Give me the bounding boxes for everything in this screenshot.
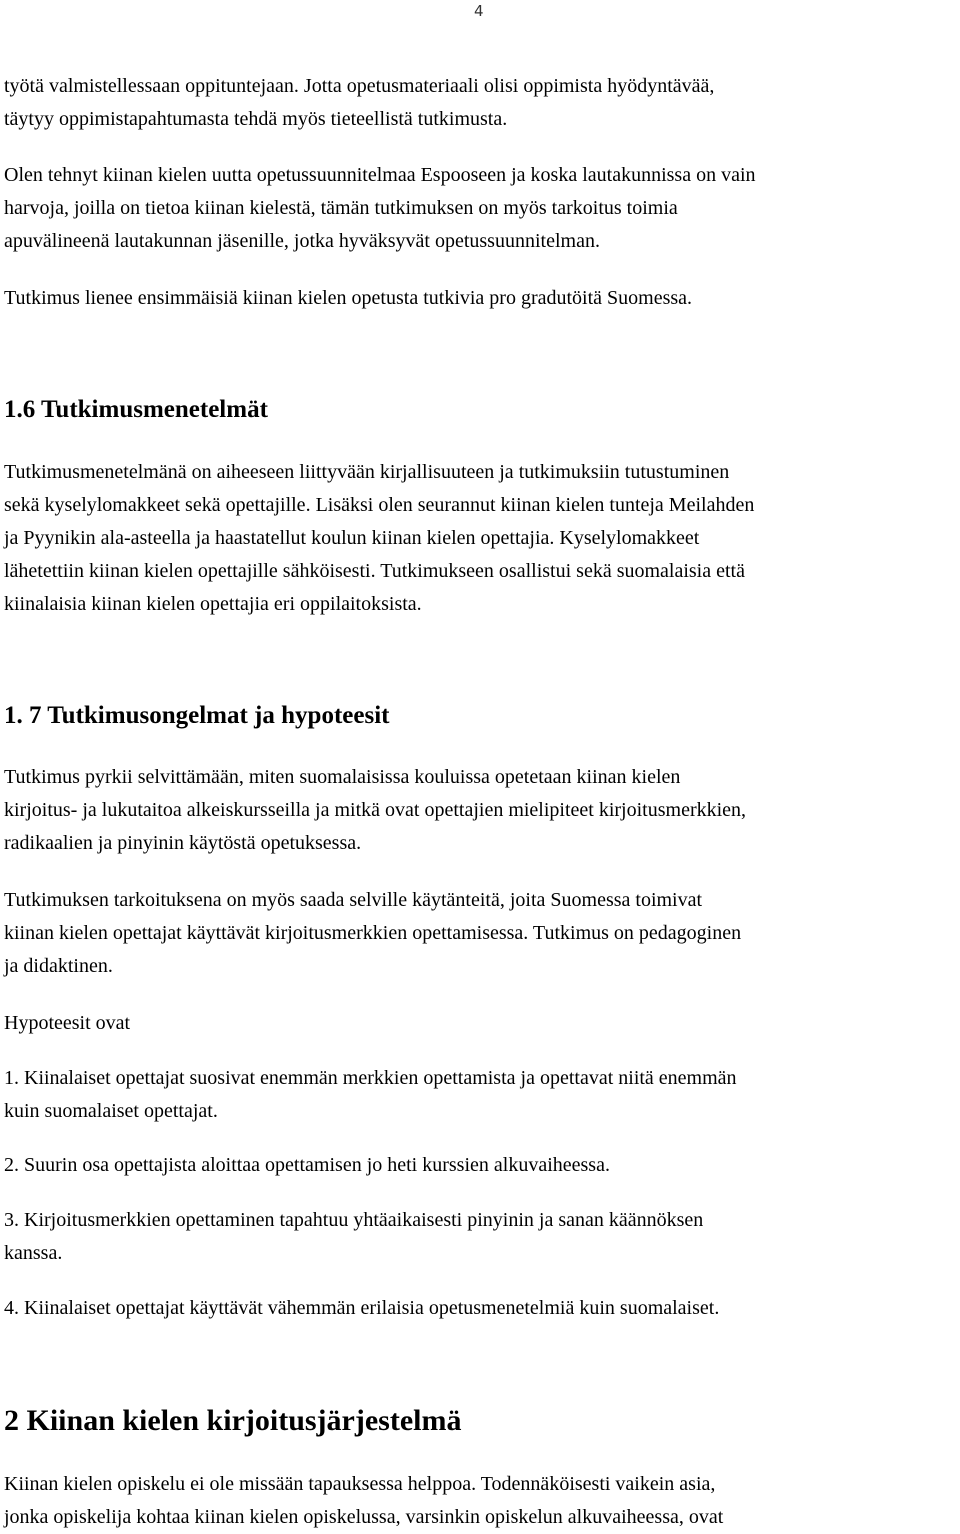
text-line: lähetettiin kiinan kielen opettajille sähköisesti. Tutkimukseen osallistui sekä suomalaisia että (4, 560, 745, 582)
page-number: 4 (474, 2, 484, 20)
hypothesis-4 (4, 1292, 956, 1325)
text-line: Tutkimus lienee ensimmäisiä kiinan kielen opetusta tutkivia pro gradutöitä Suomessa. (4, 287, 693, 309)
text-line: kiinalaisia kiinan kielen opettajia eri oppilaitoksista. (4, 593, 422, 615)
text-line: työtä valmistellessaan oppituntejaan. Jotta opetusmateriaali olisi oppimista hyödyntävää, (4, 75, 715, 97)
text-line: 1. Kiinalaiset opettajat suosivat enemmän merkkien opettamista ja opettavat niitä enemmän (4, 1067, 737, 1089)
text-line: Tutkimusmenetelmänä on aiheeseen liittyvään kirjallisuuteen ja tutkimuksiin tutustuminen (4, 461, 730, 483)
text-line: 3. Kirjoitusmerkkien opettaminen tapahtuu yhtäaikaisesti pinyinin ja sanan käännöksen (4, 1209, 704, 1231)
hypothesis-1 (4, 1062, 956, 1128)
text-line: kuin suomalaiset opettajat. (4, 1100, 218, 1122)
section-heading-1-7: 1. 7 Tutkimusongelmat ja hypoteesit (4, 702, 390, 729)
paragraph-6 (4, 884, 956, 983)
text-line: Tutkimus pyrkii selvittämään, miten suomalaisissa kouluissa opetetaan kiinan kielen (4, 766, 681, 788)
text-line: ja Pyynikin ala-asteella ja haastatellut koulun kiinan kielen opettajia. Kyselylomakkeet (4, 527, 700, 549)
paragraph-8 (4, 1468, 956, 1534)
text-line: jonka opiskelija kohtaa kiinan kielen opiskelussa, varsinkin opiskelun alkuvaiheessa, ovat (4, 1506, 724, 1528)
text-line: täytyy oppimistapahtumasta tehdä myös tieteellistä tutkimusta. (4, 108, 508, 130)
paragraph-1 (4, 70, 956, 136)
section-heading-1-6: 1.6 Tutkimusmenetelmät (4, 396, 268, 423)
text-line: harvoja, joilla on tietoa kiinan kielestä, tämän tutkimuksen on myös tarkoitus toimia (4, 197, 678, 219)
text-line: sekä kyselylomakkeet sekä opettajille. Lisäksi olen seurannut kiinan kielen tunteja Meilahden (4, 494, 755, 516)
text-line: kirjoitus- ja lukutaitoa alkeiskursseilla ja mitkä ovat opettajien mielipiteet kirjoitusmerkkien, (4, 799, 747, 821)
text-line: radikaalien ja pinyinin käytöstä opetuksessa. (4, 832, 362, 854)
paragraph-4 (4, 456, 956, 621)
text-line: kiinan kielen opettajat käyttävät kirjoitusmerkkien opettamisessa. Tutkimus on pedagoginen (4, 922, 742, 944)
text-line: Tutkimuksen tarkoituksena on myös saada selville käytänteitä, joita Suomessa toimivat (4, 889, 703, 911)
hypothesis-2 (4, 1149, 956, 1182)
text-line: Hypoteesit ovat (4, 1012, 131, 1034)
paragraph-5 (4, 761, 956, 860)
text-line: 4. Kiinalaiset opettajat käyttävät vähemmän erilaisia opetusmenetelmiä kuin suomalaiset. (4, 1297, 720, 1319)
paragraph-7 (4, 1007, 956, 1040)
text-line: Kiinan kielen opiskelu ei ole missään tapauksessa helppoa. Todennäköisesti vaikein asia, (4, 1473, 716, 1495)
hypothesis-3 (4, 1204, 956, 1270)
chapter-heading-2: 2 Kiinan kielen kirjoitusjärjestelmä (4, 1404, 462, 1437)
text-line: apuvälineenä lautakunnan jäsenille, jotka hyväksyvät opetussuunnitelman. (4, 230, 600, 252)
text-line: 2. Suurin osa opettajista aloittaa opettamisen jo heti kurssien alkuvaiheessa. (4, 1154, 610, 1176)
paragraph-2 (4, 159, 956, 258)
text-line: ja didaktinen. (4, 955, 113, 977)
text-line: Olen tehnyt kiinan kielen uutta opetussuunnitelmaa Espooseen ja koska lautakunnissa on vain (4, 164, 756, 186)
text-line: kanssa. (4, 1242, 63, 1264)
paragraph-3 (4, 282, 956, 315)
